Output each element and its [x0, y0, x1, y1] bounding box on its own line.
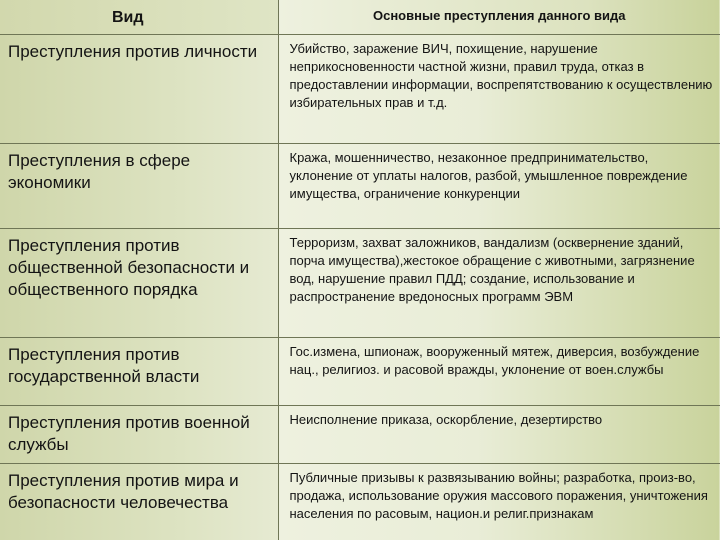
crimes-text: Кража, мошенничество, незаконное предпринимательство, уклонение от уплаты налогов, разбой, умышленное повреждение имущества, ограничение конкуренции [289, 149, 688, 201]
crimes-cell [278, 143, 720, 228]
crimes-text: Терроризм, захват заложников, вандализм (осквернение зданий, порча имущества),жестокое обращение с животными, загрязнение вод, нарушение правил ПДД; создание, использование и распространение вредоносных программ ЭВМ [289, 234, 695, 304]
kind-header: Вид [0, 0, 278, 34]
table-row [0, 405, 720, 463]
kind-cell [0, 143, 278, 228]
table-row [0, 337, 720, 405]
header-row [0, 0, 720, 34]
kind-text: Преступления против личности [8, 41, 258, 61]
kind-cell [0, 463, 278, 540]
kind-cell [0, 228, 278, 337]
crimes-text: Неисполнение приказа, оскорбление, дезертирство [289, 411, 603, 427]
crimes-cell [278, 405, 720, 463]
crimes-cell [278, 34, 720, 143]
kind-text: Преступления против общественной безопасности и общественного порядка [8, 235, 250, 299]
crimes-cell [278, 337, 720, 405]
crimes-text: Публичные призывы к развязыванию войны; разработка, произ-во, продажа, использование оружия массового поражения, уничтожения населения по расовым, национ.и религ.признакам [289, 469, 708, 521]
table-row [0, 228, 720, 337]
crimes-cell [278, 228, 720, 337]
crimes-cell [278, 463, 720, 540]
table-row [0, 34, 720, 143]
table-row [0, 143, 720, 228]
kind-text: Преступления в сфере экономики [8, 150, 191, 192]
kind-text: Преступления против государственной власти [8, 344, 200, 386]
kind-text: Преступления против мира и безопасности человечества [8, 470, 239, 512]
table-row [0, 463, 720, 540]
kind-text: Преступления против военной службы [8, 412, 250, 454]
kind-cell [0, 405, 278, 463]
crimes-header: Основные преступления данного вида [278, 0, 720, 34]
crimes-text: Гос.измена, шпионаж, вооруженный мятеж, диверсия, возбуждение нац., религиоз. и расовой вражды, уклонение от воен.службы [289, 343, 700, 377]
kind-cell [0, 337, 278, 405]
crimes-text: Убийство, заражение ВИЧ, похищение, нарушение неприкосновенности частной жизни, правил труда, отказ в предоставлении информации, воспрепятствованию к осуществлению избирательных прав и т.д. [289, 40, 713, 110]
kind-cell [0, 34, 278, 143]
